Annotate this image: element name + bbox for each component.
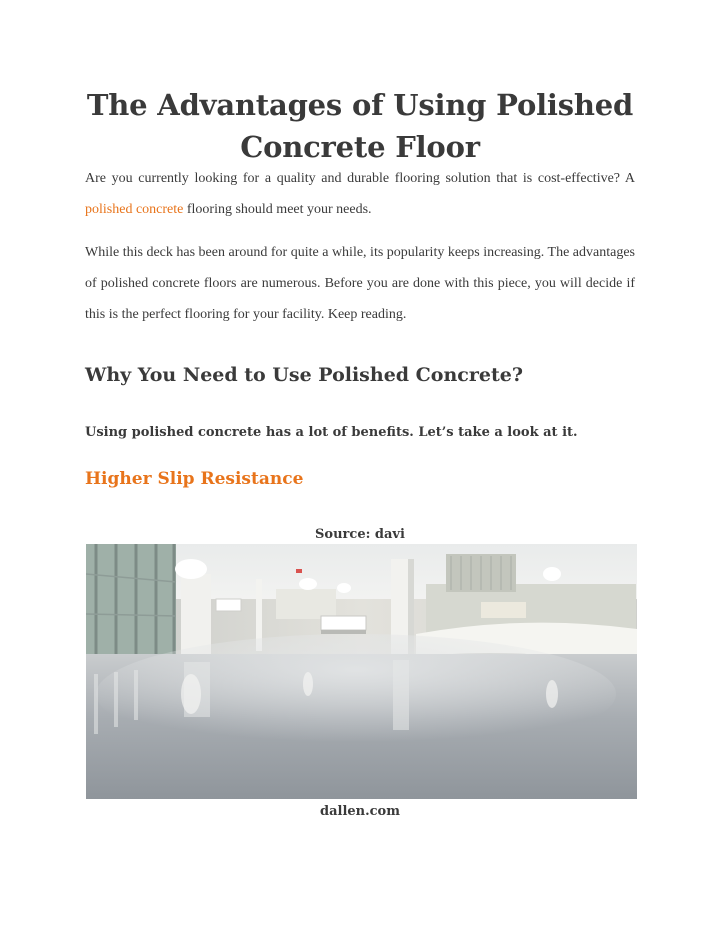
- polished-concrete-link[interactable]: polished concrete: [85, 202, 184, 217]
- image-source-caption: Source: davi: [315, 527, 405, 542]
- page-title: The Advantages of Using Polished Concrete Floor: [86, 88, 634, 164]
- intro-text-before-link: Are you currently looking for a quality and durable flooring solution that is cost-effective? A: [85, 171, 635, 186]
- sub-heading-slip-resistance: Higher Slip Resistance: [85, 469, 304, 489]
- image-domain-caption: dallen.com: [320, 804, 400, 819]
- polished-concrete-floor-photo: [86, 544, 637, 799]
- popularity-paragraph: While this deck has been around for quite a while, its popularity keeps increasing. The advantages of polished concrete floors are numerous. Before you are done with this piece, you will decide if this is the perfect flooring for your facility. Keep reading.: [85, 245, 635, 322]
- section-intro: Using polished concrete has a lot of benefits. Let’s take a look at it.: [85, 425, 578, 440]
- section-heading: Why You Need to Use Polished Concrete?: [85, 364, 523, 386]
- intro-paragraph: [85, 163, 635, 225]
- intro-text-after-link: flooring should meet your needs.: [183, 202, 372, 217]
